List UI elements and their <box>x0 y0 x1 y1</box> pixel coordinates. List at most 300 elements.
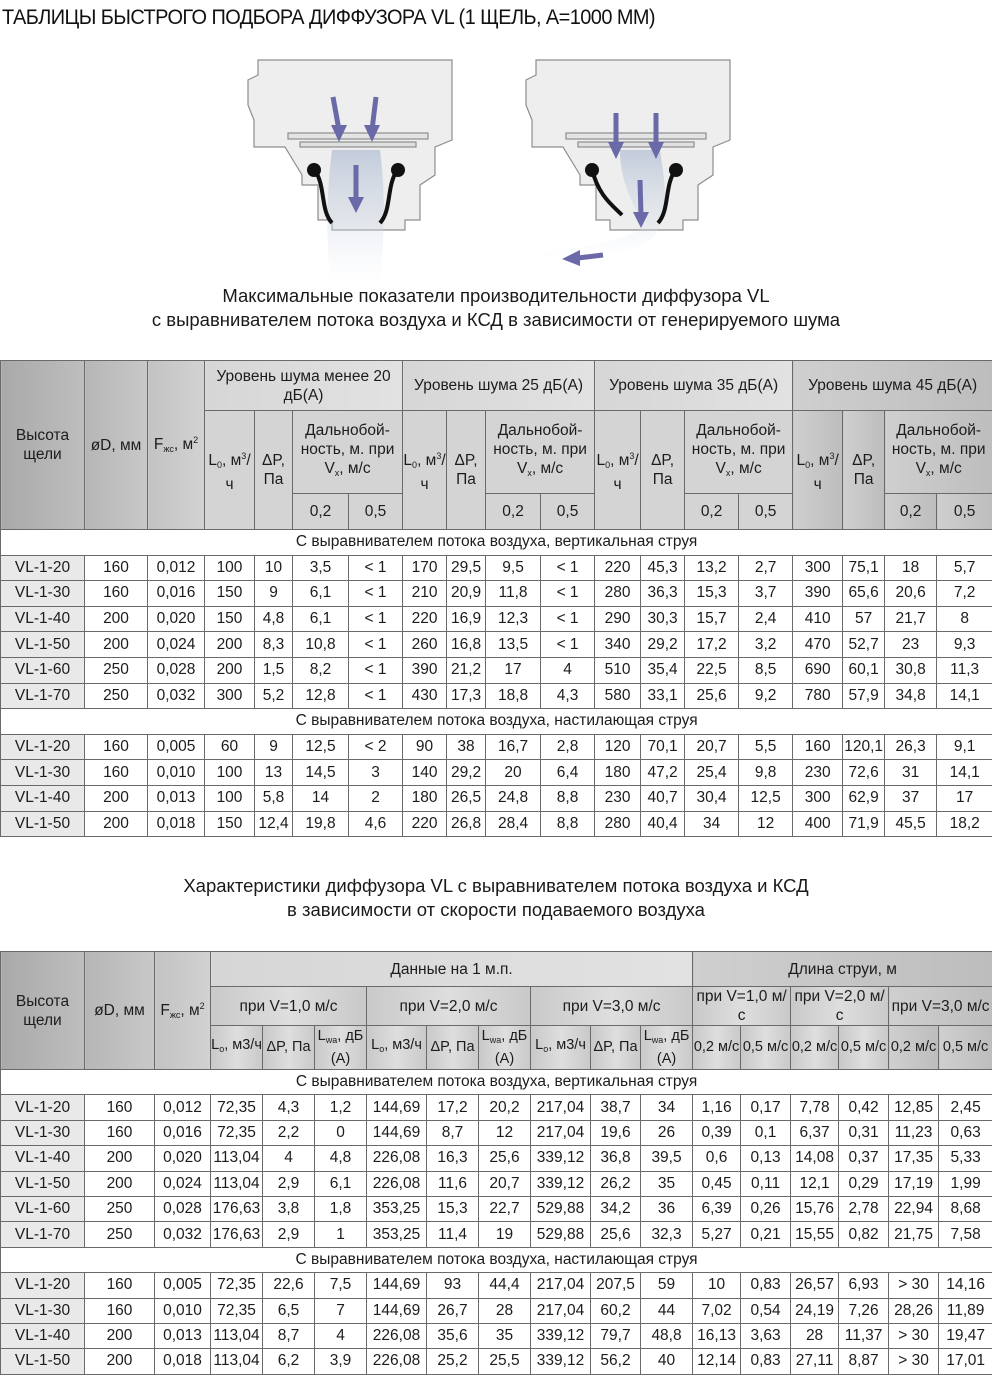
value-cell: 150 <box>205 581 255 607</box>
value-cell: 12,5 <box>739 785 793 811</box>
model-cell: VL-1-30 <box>1 760 85 786</box>
value-cell: 15,76 <box>791 1196 839 1221</box>
value-cell: 21,75 <box>889 1222 939 1247</box>
value-cell: 8,68 <box>939 1196 992 1221</box>
header-v05: 0,5 <box>541 494 595 530</box>
value-cell: < 1 <box>349 555 403 581</box>
value-cell: 226,08 <box>367 1171 427 1196</box>
value-cell: 25,2 <box>427 1349 479 1374</box>
value-cell: 25,6 <box>685 683 739 709</box>
value-cell: 6,1 <box>293 606 349 632</box>
header-noise-35: Уровень шума 35 дБ(А) <box>595 361 793 411</box>
value-cell: 0,83 <box>741 1349 791 1374</box>
table-row <box>1 657 992 683</box>
value-cell: 11,3 <box>937 657 992 683</box>
value-cell: 0,013 <box>155 1323 211 1348</box>
value-cell: 4,8 <box>255 606 293 632</box>
value-cell: 176,63 <box>211 1196 263 1221</box>
value-cell: 40 <box>641 1349 693 1374</box>
value-cell: 400 <box>793 811 843 837</box>
value-cell: 144,69 <box>367 1120 427 1145</box>
value-cell: 16,3 <box>427 1146 479 1171</box>
value-cell: 176,63 <box>211 1222 263 1247</box>
section-header-row <box>1 709 992 735</box>
header-v02: 0,2 <box>885 494 937 530</box>
model-cell: VL-1-40 <box>1 1323 85 1348</box>
value-cell: 8,7 <box>263 1323 315 1348</box>
value-cell: 12,8 <box>293 683 349 709</box>
value-cell: 44,4 <box>479 1273 531 1298</box>
value-cell: 25,4 <box>685 760 739 786</box>
value-cell: 1,99 <box>939 1171 992 1196</box>
value-cell: 6,5 <box>263 1298 315 1323</box>
value-cell: 36,3 <box>641 581 685 607</box>
table-row <box>1 606 992 632</box>
value-cell: 11,4 <box>427 1222 479 1247</box>
value-cell: 4 <box>541 657 595 683</box>
value-cell: 0,010 <box>148 760 205 786</box>
value-cell: 72,35 <box>211 1120 263 1145</box>
value-cell: 7 <box>315 1298 367 1323</box>
value-cell: 113,04 <box>211 1146 263 1171</box>
value-cell: 57 <box>843 606 885 632</box>
value-cell: 207,5 <box>591 1273 641 1298</box>
value-cell: > 30 <box>889 1273 939 1298</box>
value-cell: 45,5 <box>885 811 937 837</box>
value-cell: 36,8 <box>591 1146 641 1171</box>
header-pressure: ΔP, Па <box>427 1026 479 1070</box>
value-cell: < 1 <box>541 555 595 581</box>
value-cell: 8,8 <box>541 785 595 811</box>
value-cell: 1,5 <box>255 657 293 683</box>
header-slot-height: Высота щели <box>1 952 85 1070</box>
header-j05: 0,5 м/с <box>839 1026 889 1070</box>
value-cell: 13,2 <box>685 555 739 581</box>
header-v05: 0,5 <box>739 494 793 530</box>
value-cell: 15,55 <box>791 1222 839 1247</box>
value-cell: 40,7 <box>641 785 685 811</box>
value-cell: 100 <box>205 785 255 811</box>
value-cell: 260 <box>403 632 447 658</box>
value-cell: 0,26 <box>741 1196 791 1221</box>
value-cell: 19 <box>479 1222 531 1247</box>
value-cell: 0,6 <box>693 1146 741 1171</box>
value-cell: 0,032 <box>148 683 205 709</box>
value-cell: 12,14 <box>693 1349 741 1374</box>
model-cell: VL-1-40 <box>1 1146 85 1171</box>
value-cell: 27,11 <box>791 1349 839 1374</box>
model-cell: VL-1-70 <box>1 1222 85 1247</box>
header-j05: 0,5 м/с <box>741 1026 791 1070</box>
value-cell: 470 <box>793 632 843 658</box>
table1-caption-line2: с выравнивателем потока воздуха и КСД в зависимости от генерируемого шума <box>151 309 841 330</box>
value-cell: 4,8 <box>315 1146 367 1171</box>
value-cell: 390 <box>403 657 447 683</box>
value-cell: 0,39 <box>693 1120 741 1145</box>
value-cell: 6,2 <box>263 1349 315 1374</box>
value-cell: < 1 <box>349 683 403 709</box>
value-cell: < 2 <box>349 734 403 760</box>
value-cell: 160 <box>793 734 843 760</box>
value-cell: 29,5 <box>447 555 486 581</box>
header-flow: $L_o$, м3/ч <box>367 1026 427 1070</box>
value-cell: 226,08 <box>367 1323 427 1348</box>
value-cell: 0,82 <box>839 1222 889 1247</box>
value-cell: 65,6 <box>843 581 885 607</box>
value-cell: 25,5 <box>479 1349 531 1374</box>
value-cell: 9,2 <box>739 683 793 709</box>
value-cell: < 1 <box>349 581 403 607</box>
header-area: $F_{жс}$, $м^2$ <box>155 952 211 1070</box>
value-cell: 0,028 <box>148 657 205 683</box>
value-cell: 28,26 <box>889 1298 939 1323</box>
value-cell: 0,013 <box>148 785 205 811</box>
value-cell: 15,3 <box>427 1196 479 1221</box>
value-cell: 250 <box>85 1222 155 1247</box>
value-cell: 0,020 <box>155 1146 211 1171</box>
value-cell: 45,3 <box>641 555 685 581</box>
value-cell: 160 <box>85 1095 155 1120</box>
value-cell: 100 <box>205 760 255 786</box>
table1-caption-line1: Максимальные показатели производительности диффузора VL <box>222 285 770 306</box>
value-cell: 19,6 <box>591 1120 641 1145</box>
value-cell: 144,69 <box>367 1298 427 1323</box>
value-cell: 6,4 <box>541 760 595 786</box>
value-cell: 48,8 <box>641 1323 693 1348</box>
value-cell: 160 <box>85 734 148 760</box>
value-cell: 1 <box>315 1222 367 1247</box>
value-cell: 19,47 <box>939 1323 992 1348</box>
section-label: С выравнивателем потока воздуха, настилающая струя <box>1 1247 992 1272</box>
header-area: $F_{жс}$, $м^2$ <box>148 361 205 530</box>
value-cell: < 1 <box>541 632 595 658</box>
header-v05: 0,5 <box>937 494 992 530</box>
value-cell: 280 <box>595 581 641 607</box>
value-cell: 7,26 <box>839 1298 889 1323</box>
section-label: С выравнивателем потока воздуха, вертикальная струя <box>1 1070 992 1095</box>
value-cell: 17,2 <box>427 1095 479 1120</box>
table-row <box>1 734 992 760</box>
value-cell: 33,1 <box>641 683 685 709</box>
value-cell: 72,35 <box>211 1273 263 1298</box>
header-v05: 0,5 <box>349 494 403 530</box>
value-cell: 26,57 <box>791 1273 839 1298</box>
value-cell: 0,018 <box>148 811 205 837</box>
value-cell: 35,4 <box>641 657 685 683</box>
value-cell: 5,7 <box>937 555 992 581</box>
value-cell: 7,58 <box>939 1222 992 1247</box>
value-cell: 0,54 <box>741 1298 791 1323</box>
value-cell: 13,5 <box>486 632 541 658</box>
value-cell: 20,7 <box>479 1171 531 1196</box>
header-pressure: ΔP, Па <box>843 411 885 530</box>
value-cell: 430 <box>403 683 447 709</box>
value-cell: 70,1 <box>641 734 685 760</box>
value-cell: 0,032 <box>155 1222 211 1247</box>
header-v1: при V=1,0 м/с <box>211 987 367 1026</box>
value-cell: 217,04 <box>531 1273 591 1298</box>
value-cell: < 1 <box>349 606 403 632</box>
value-cell: 3 <box>349 760 403 786</box>
value-cell: 59 <box>641 1273 693 1298</box>
value-cell: 100 <box>205 555 255 581</box>
value-cell: 17,2 <box>685 632 739 658</box>
model-cell: VL-1-60 <box>1 1196 85 1221</box>
header-flow: $L_0$, $м^3/ч$ <box>793 411 843 530</box>
value-cell: 280 <box>595 811 641 837</box>
value-cell: 4,6 <box>349 811 403 837</box>
header-diameter: øD, мм <box>85 952 155 1070</box>
value-cell: 26,2 <box>591 1171 641 1196</box>
value-cell: 4,3 <box>541 683 595 709</box>
header-jet-v3: при V=3,0 м/с <box>889 987 992 1026</box>
header-v2: при V=2,0 м/с <box>367 987 531 1026</box>
header-noise: $L_{wa}$, дБ (А) <box>315 1026 367 1070</box>
value-cell: 34 <box>685 811 739 837</box>
value-cell: 5,2 <box>255 683 293 709</box>
value-cell: 120 <box>595 734 641 760</box>
value-cell: 217,04 <box>531 1095 591 1120</box>
value-cell: 4,3 <box>263 1095 315 1120</box>
value-cell: 17,01 <box>939 1349 992 1374</box>
header-pressure: ΔP, Па <box>263 1026 315 1070</box>
value-cell: 16,9 <box>447 606 486 632</box>
table1-caption <box>0 284 992 332</box>
value-cell: 21,7 <box>885 606 937 632</box>
value-cell: 2 <box>349 785 403 811</box>
value-cell: 60,2 <box>591 1298 641 1323</box>
value-cell: 144,69 <box>367 1095 427 1120</box>
value-cell: 25,6 <box>591 1222 641 1247</box>
value-cell: 0,016 <box>155 1120 211 1145</box>
model-cell: VL-1-30 <box>1 581 85 607</box>
value-cell: > 30 <box>889 1349 939 1374</box>
value-cell: 5,33 <box>939 1146 992 1171</box>
value-cell: 160 <box>85 1273 155 1298</box>
value-cell: 71,9 <box>843 811 885 837</box>
table-row <box>1 1273 992 1298</box>
value-cell: < 1 <box>349 632 403 658</box>
value-cell: 11,8 <box>486 581 541 607</box>
header-diameter: øD, мм <box>85 361 148 530</box>
value-cell: 220 <box>595 555 641 581</box>
value-cell: > 30 <box>889 1323 939 1348</box>
value-cell: 12,5 <box>293 734 349 760</box>
header-pressure: ΔP, Па <box>641 411 685 530</box>
value-cell: 40,4 <box>641 811 685 837</box>
value-cell: 20,2 <box>479 1095 531 1120</box>
value-cell: 300 <box>205 683 255 709</box>
value-cell: 9,8 <box>739 760 793 786</box>
value-cell: 6,1 <box>315 1171 367 1196</box>
value-cell: 0,012 <box>148 555 205 581</box>
value-cell: 60 <box>205 734 255 760</box>
value-cell: 22,94 <box>889 1196 939 1221</box>
value-cell: 290 <box>595 606 641 632</box>
table-row <box>1 1146 992 1171</box>
value-cell: 0,024 <box>148 632 205 658</box>
value-cell: 18 <box>885 555 937 581</box>
value-cell: 35 <box>641 1171 693 1196</box>
value-cell: 7,2 <box>937 581 992 607</box>
value-cell: 14 <box>293 785 349 811</box>
value-cell: 220 <box>403 811 447 837</box>
value-cell: 2,7 <box>739 555 793 581</box>
value-cell: 26,7 <box>427 1298 479 1323</box>
model-cell: VL-1-70 <box>1 683 85 709</box>
value-cell: 2,2 <box>263 1120 315 1145</box>
value-cell: 34,2 <box>591 1196 641 1221</box>
value-cell: 5,5 <box>739 734 793 760</box>
value-cell: 30,3 <box>641 606 685 632</box>
value-cell: 0,13 <box>741 1146 791 1171</box>
section-header-row <box>1 1070 992 1095</box>
value-cell: 28,4 <box>486 811 541 837</box>
value-cell: 10 <box>693 1273 741 1298</box>
header-flow: $L_0$, $м^3/ч$ <box>403 411 447 530</box>
header-jet-v1: при V=1,0 м/с <box>693 987 791 1026</box>
header-v02: 0,2 <box>685 494 739 530</box>
table2-caption-line2: в зависимости от скорости подаваемого воздуха <box>287 899 705 920</box>
value-cell: 160 <box>85 581 148 607</box>
value-cell: 0,37 <box>839 1146 889 1171</box>
header-noise: $L_{wa}$, дБ (А) <box>641 1026 693 1070</box>
value-cell: 6,39 <box>693 1196 741 1221</box>
page-title: ТАБЛИЦЫ БЫСТРОГО ПОДБОРА ДИФФУЗОРА VL (1 ЩЕЛЬ, A=1000 ММ) <box>2 6 655 29</box>
value-cell: 0,028 <box>155 1196 211 1221</box>
value-cell: 15,7 <box>685 606 739 632</box>
header-flow: $L_o$, м3/ч <box>531 1026 591 1070</box>
section-label: С выравнивателем потока воздуха, настилающая струя <box>1 709 992 735</box>
value-cell: 8,2 <box>293 657 349 683</box>
value-cell: 529,88 <box>531 1222 591 1247</box>
section-header-row <box>1 1247 992 1272</box>
value-cell: 4 <box>263 1146 315 1171</box>
value-cell: 16,8 <box>447 632 486 658</box>
value-cell: 3,7 <box>739 581 793 607</box>
value-cell: 20,9 <box>447 581 486 607</box>
header-data-per-meter: Данные на 1 м.п. <box>211 952 693 987</box>
value-cell: 339,12 <box>531 1146 591 1171</box>
value-cell: 200 <box>85 1146 155 1171</box>
value-cell: 9,3 <box>937 632 992 658</box>
value-cell: 14,1 <box>937 760 992 786</box>
header-pressure: ΔP, Па <box>255 411 293 530</box>
value-cell: 8,8 <box>541 811 595 837</box>
value-cell: 580 <box>595 683 641 709</box>
value-cell: 6,93 <box>839 1273 889 1298</box>
value-cell: 200 <box>85 606 148 632</box>
value-cell: 11,23 <box>889 1120 939 1145</box>
header-range: Дальнобой-ность, м. при $V_x$, м/с <box>885 411 992 494</box>
model-cell: VL-1-50 <box>1 1349 85 1374</box>
value-cell: 8,87 <box>839 1349 889 1374</box>
value-cell: 1,2 <box>315 1095 367 1120</box>
value-cell: 37 <box>885 785 937 811</box>
value-cell: 0,010 <box>155 1298 211 1323</box>
value-cell: 120,1 <box>843 734 885 760</box>
value-cell: 200 <box>205 632 255 658</box>
model-cell: VL-1-30 <box>1 1120 85 1145</box>
value-cell: 52,7 <box>843 632 885 658</box>
value-cell: 200 <box>85 1171 155 1196</box>
value-cell: 250 <box>85 657 148 683</box>
value-cell: 34 <box>641 1095 693 1120</box>
value-cell: 79,7 <box>591 1323 641 1348</box>
value-cell: 34,8 <box>885 683 937 709</box>
value-cell: 0,45 <box>693 1171 741 1196</box>
value-cell: 12,1 <box>791 1171 839 1196</box>
value-cell: 226,08 <box>367 1349 427 1374</box>
value-cell: 510 <box>595 657 641 683</box>
model-cell: VL-1-30 <box>1 1298 85 1323</box>
header-j05: 0,5 м/с <box>939 1026 992 1070</box>
value-cell: 72,35 <box>211 1298 263 1323</box>
value-cell: 14,08 <box>791 1146 839 1171</box>
model-cell: VL-1-50 <box>1 811 85 837</box>
value-cell: 0,024 <box>155 1171 211 1196</box>
table-row <box>1 1349 992 1374</box>
value-cell: 339,12 <box>531 1171 591 1196</box>
model-cell: VL-1-40 <box>1 606 85 632</box>
value-cell: 16,7 <box>486 734 541 760</box>
value-cell: 6,1 <box>293 581 349 607</box>
value-cell: 230 <box>595 785 641 811</box>
table-row <box>1 811 992 837</box>
value-cell: 12,3 <box>486 606 541 632</box>
value-cell: 0,83 <box>741 1273 791 1298</box>
value-cell: 8,7 <box>427 1120 479 1145</box>
value-cell: 30,4 <box>685 785 739 811</box>
value-cell: 12 <box>739 811 793 837</box>
table-row <box>1 632 992 658</box>
value-cell: 0,005 <box>155 1273 211 1298</box>
value-cell: 2,9 <box>263 1222 315 1247</box>
value-cell: 144,69 <box>367 1273 427 1298</box>
value-cell: 7,78 <box>791 1095 839 1120</box>
value-cell: 26,3 <box>885 734 937 760</box>
value-cell: 0 <box>315 1120 367 1145</box>
value-cell: 75,1 <box>843 555 885 581</box>
header-noise: $L_{wa}$, дБ (А) <box>479 1026 531 1070</box>
value-cell: 30,8 <box>885 657 937 683</box>
value-cell: 210 <box>403 581 447 607</box>
value-cell: 3,8 <box>263 1196 315 1221</box>
value-cell: 0,31 <box>839 1120 889 1145</box>
value-cell: 8 <box>937 606 992 632</box>
header-flow: $L_0$, $м^3/ч$ <box>205 411 255 530</box>
table-row <box>1 785 992 811</box>
value-cell: 18,2 <box>937 811 992 837</box>
value-cell: 14,5 <box>293 760 349 786</box>
value-cell: 12,85 <box>889 1095 939 1120</box>
value-cell: 6,37 <box>791 1120 839 1145</box>
header-v02: 0,2 <box>486 494 541 530</box>
value-cell: 10 <box>255 555 293 581</box>
value-cell: 780 <box>793 683 843 709</box>
value-cell: 220 <box>403 606 447 632</box>
value-cell: < 1 <box>541 606 595 632</box>
value-cell: 5,8 <box>255 785 293 811</box>
value-cell: 410 <box>793 606 843 632</box>
value-cell: 2,78 <box>839 1196 889 1221</box>
value-cell: 160 <box>85 1298 155 1323</box>
value-cell: 25,6 <box>479 1146 531 1171</box>
header-range: Дальнобой-ность, м. при $V_x$, м/с <box>486 411 595 494</box>
value-cell: 90 <box>403 734 447 760</box>
value-cell: 18,8 <box>486 683 541 709</box>
value-cell: 20 <box>486 760 541 786</box>
